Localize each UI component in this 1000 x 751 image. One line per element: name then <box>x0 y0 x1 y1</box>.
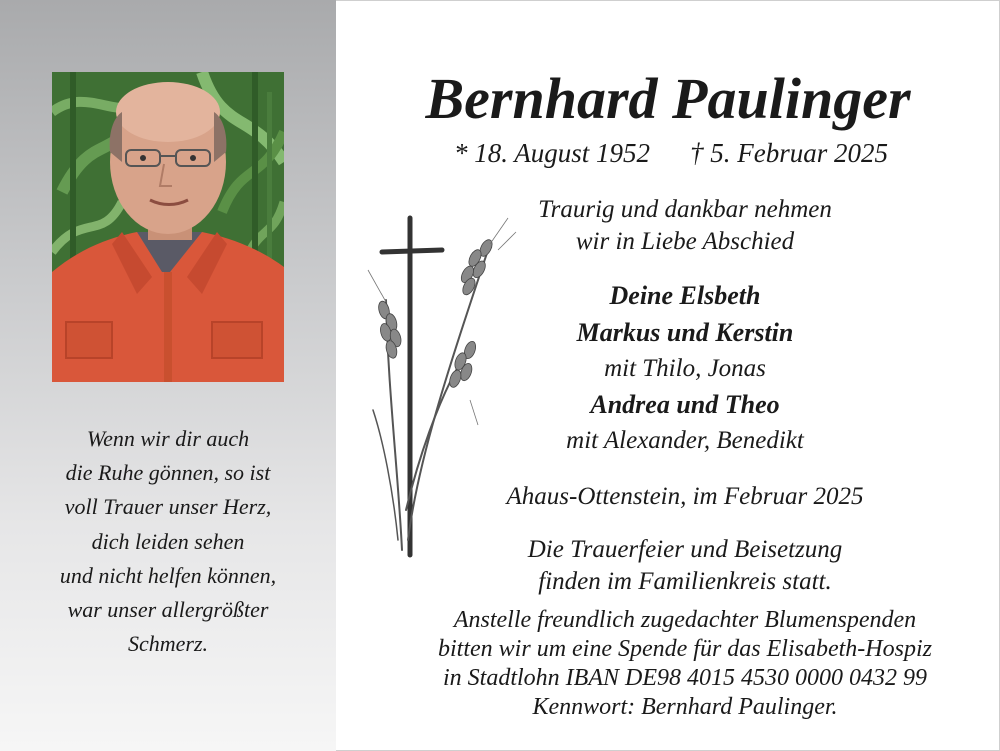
donation-line: Anstelle freundlich zugedachter Blumenspenden <box>453 607 917 633</box>
birth-date: * 18. August 1952 <box>454 138 651 168</box>
donation-line: in Stadtlohn IBAN DE98 4015 4530 0000 0432 99 <box>443 665 927 691</box>
deceased-name: Bernhard Paulinger <box>425 66 911 131</box>
mourners-list <box>368 279 1000 457</box>
mourner-family: Markus und Kerstin <box>576 318 794 347</box>
mourner-children: mit Alexander, Benedikt <box>566 427 804 454</box>
intro-line: wir in Liebe Abschied <box>575 228 795 255</box>
poem-line: voll Trauer unser Herz, <box>64 494 272 520</box>
funeral-line: Die Trauerfeier und Beisetzung <box>527 536 843 563</box>
poem-line: dich leiden sehen <box>91 528 245 554</box>
mourner-children: mit Thilo, Jonas <box>604 355 766 382</box>
notice-body <box>336 0 1000 751</box>
donation-line: Kennwort: Bernhard Paulinger. <box>532 694 838 720</box>
life-dates <box>454 136 888 170</box>
place-date: Ahaus-Ottenstein, im Februar 2025 <box>506 483 864 510</box>
donation-line: bitten wir um eine Spende für das Elisabeth-Hospiz <box>438 636 932 662</box>
poem-line: Wenn wir dir auch <box>86 426 250 451</box>
memorial-poem <box>0 422 336 661</box>
funeral-line: finden im Familienkreis statt. <box>538 568 832 595</box>
donation-note <box>368 606 1000 722</box>
portrait-photo <box>52 72 284 382</box>
mourner-primary: Deine Elsbeth <box>609 281 761 310</box>
poem-line: war unser allergrößter <box>67 597 269 623</box>
intro-text <box>368 194 1000 258</box>
death-date: † 5. Februar 2025 <box>690 138 889 168</box>
poem-line: die Ruhe gönnen, so ist <box>65 460 271 486</box>
mourner-family: Andrea und Theo <box>590 390 780 419</box>
poem-line: und nicht helfen können, <box>59 562 277 588</box>
intro-line: Traurig und dankbar nehmen <box>538 196 832 223</box>
left-panel <box>0 0 336 751</box>
funeral-note <box>368 534 1000 598</box>
poem-line: Schmerz. <box>127 631 209 657</box>
